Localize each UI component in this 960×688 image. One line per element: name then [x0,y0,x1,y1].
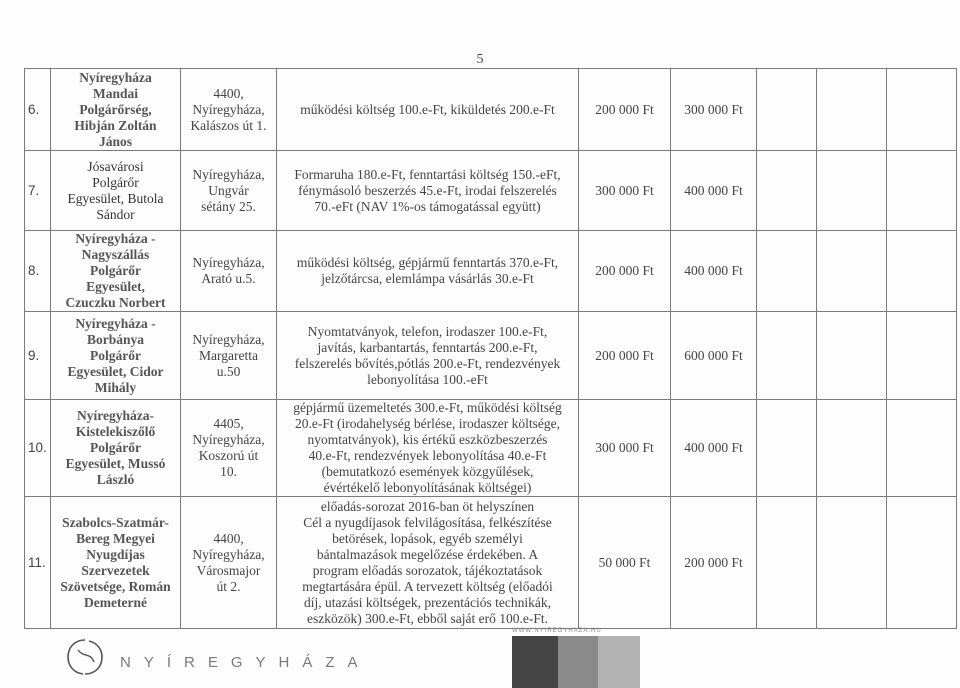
cell-line: működési költség 100.e-Ft, kiküldetés 200.e-Ft [300,101,555,117]
organization-address [181,231,277,312]
cell-line: javítás, karbantartás, fenntartás 200.e-Ft, [317,339,538,355]
empty-cell [757,69,817,151]
cell-line: program előadás sorozatok, tájékoztatások [312,562,543,578]
empty-cell [887,69,957,151]
page-number: 5 [476,52,484,67]
cell-line: Cél a nyugdíjasok felvilágosítása, felkészítése [303,514,552,530]
organization-name [51,231,181,312]
empty-cell [817,400,887,497]
amount-granted: 50 000 Ft [579,497,671,629]
cell-line: Nyíregyháza- [77,408,154,423]
cell-line: Polgárőr [90,263,141,278]
cell-line: Mihály [94,379,137,395]
row-number [25,151,51,231]
row-number-text: 9. [28,347,40,363]
table-row [25,231,957,312]
amount-granted: 300 000 Ft [579,400,671,497]
cell-line: Kalászos út 1. [190,117,267,133]
cell-line: 40.e-Ft, rendezvények lebonyolítása 40.e-Ft [308,448,547,463]
cell-line: Ungvár [208,182,249,198]
cell-line: Demeterné [84,594,147,610]
amount-granted: 200 000 Ft [579,69,671,151]
empty-cell [887,231,957,312]
cell-line: eszközök) 300.e-Ft, ebből saját erő 100.e-Ft. [306,610,549,626]
table-row [25,400,957,497]
cell-line: megtartására épül. A tervezett költség (előadói [302,578,553,594]
organization-address [181,69,277,151]
empty-cell [887,312,957,400]
cell-line: Jósavárosi [87,158,144,174]
organization-name [51,497,181,629]
cell-line: Formaruha 180.e-Ft, fenntartási költség 150.-eFt, [294,166,561,182]
cell-line: díj, utazási költségek, prezentációs technikák, [303,594,552,610]
cell-line: Nyíregyháza, [192,255,265,270]
row-number [25,69,51,151]
empty-cell [817,69,887,151]
cell-line: Nyíregyháza, [192,432,265,447]
purpose-description [277,151,579,231]
cell-line: működési költség, gépjármű fenntartás 370.e-Ft, [296,255,559,270]
cell-line: Margaretta [199,347,258,363]
amount-granted: 300 000 Ft [579,151,671,231]
row-number-text: 6. [28,101,40,117]
organization-address [181,312,277,400]
cell-line: Nyíregyháza, [192,546,265,562]
cell-line: nyomtatványok), kis értékű eszközbeszerzés [307,432,548,447]
purpose-description [277,312,579,400]
table-row [25,151,957,231]
row-number-text: 10. [28,440,47,455]
organization-name [51,400,181,497]
table-row [25,69,957,151]
cell-line: Czuczku Norbert [65,295,166,310]
cell-line: Hibján Zoltán [74,117,157,133]
purpose-description [277,400,579,497]
cell-line: Egyesület, Butola [67,190,164,206]
empty-cell [757,312,817,400]
cell-line: Koszorú út [198,448,259,463]
footer-web-address: WWW.NYIREGYHAZA.HU [512,628,602,634]
empty-cell [817,231,887,312]
empty-cell [757,497,817,629]
purpose-description [277,497,579,629]
cell-line: gépjármű üzemeltetés 300.e-Ft, működési költség [293,400,562,415]
cell-line: Polgárőr [90,347,141,363]
cell-line: 4400, [213,85,244,101]
footer-logo-text: NYÍREGYHÁZA [120,654,371,671]
empty-cell [757,400,817,497]
cell-line: Egyesület, Cidor [67,363,164,379]
amount-requested: 400 000 Ft [671,151,757,231]
cell-line: Nyíregyháza, [192,166,265,182]
cell-line: lebonyolítása 100.-eFt [367,371,488,387]
cell-line: Arató u.5. [201,271,256,286]
city-logo-icon [64,636,106,678]
table-row [25,497,957,629]
amount-requested: 400 000 Ft [671,400,757,497]
cell-line: Nyíregyháza [79,69,152,85]
cell-line: Borbánya [86,331,144,347]
cell-line: Egyesület, [86,279,145,294]
footer-bar-dark [512,636,558,688]
purpose-description [277,231,579,312]
cell-line: Nyomtatványok, telefon, irodaszer 100.e-Ft, [307,323,548,339]
cell-line: Szövetsége, Román [60,578,171,594]
empty-cell [887,497,957,629]
amount-requested: 400 000 Ft [671,231,757,312]
empty-cell [887,400,957,497]
cell-line: János [98,133,132,149]
empty-cell [817,151,887,231]
cell-line: (bemutatkozó események közgyűlések, [321,464,534,479]
row-number-text: 8. [28,263,40,278]
purpose-description [277,69,579,151]
amount-granted: 200 000 Ft [579,312,671,400]
cell-line: 4400, [213,530,244,546]
subsidy-table [24,68,957,629]
cell-line: Nyíregyháza - [75,231,156,246]
organization-address [181,400,277,497]
organization-name [51,312,181,400]
amount-requested: 200 000 Ft [671,497,757,629]
row-number [25,231,51,312]
organization-name [51,69,181,151]
cell-line: Szervezetek [81,562,150,578]
cell-line: u.50 [216,363,241,379]
cell-line: Polgárőr [92,174,139,190]
amount-requested: 600 000 Ft [671,312,757,400]
cell-line: Sándor [96,206,135,222]
empty-cell [817,312,887,400]
cell-line: Nagyszállás [81,247,150,262]
empty-cell [757,151,817,231]
cell-line: sétány 25. [201,198,256,214]
cell-line: jelzőtárcsa, elemlámpa vásárlás 30.e-Ft [321,271,534,286]
cell-line: Nyíregyháza - [75,315,156,331]
cell-line: előadás-sorozat 2016-ban öt helyszínen [320,498,535,514]
cell-line: felszerelés bővítés,pótlás 200.e-Ft, rendezvények [294,355,561,371]
cell-line: Polgárőr [90,440,141,455]
cell-line: Mandai [92,85,138,101]
amount-granted: 200 000 Ft [579,231,671,312]
cell-line: bántalmazások megelőzése érdekében. A [316,546,539,562]
cell-line: betörések, lopások, egyéb személyi [332,530,523,546]
organization-name [51,151,181,231]
organization-address [181,151,277,231]
row-number-text: 7. [28,182,40,198]
empty-cell [757,231,817,312]
cell-line: 70.-eFt (NAV 1%-os támogatással együtt) [314,198,541,214]
cell-line: Szabolcs-Szatmár- [62,514,169,530]
table-row [25,312,957,400]
empty-cell [817,497,887,629]
cell-line: Bereg Megyei [76,530,155,546]
cell-line: fénymásoló beszerzés 45.e-Ft, irodai felszerelés [298,182,557,198]
cell-line: 4405, [213,416,244,431]
cell-line: út 2. [216,578,241,594]
cell-line: Nyugdíjas [86,546,145,562]
empty-cell [887,151,957,231]
cell-line: Nyíregyháza, [192,331,265,347]
cell-line: László [96,472,135,487]
cell-line: Egyesület, Mussó [65,456,166,471]
cell-line: Kistelekiszőlő [75,424,156,439]
cell-line: Polgárőrség, [79,101,152,117]
organization-address [181,497,277,629]
row-number [25,400,51,497]
row-number-text: 11. [28,554,46,570]
cell-line: Nyíregyháza, [192,101,265,117]
cell-line: 10. [220,464,237,479]
cell-line: 20.e-Ft (irodahelység bérlése, irodaszer költsége, [294,416,561,431]
row-number [25,312,51,400]
footer-bar-mid [558,636,598,688]
row-number [25,497,51,629]
cell-line: Városmajor [196,562,261,578]
amount-requested: 300 000 Ft [671,69,757,151]
footer-bar-light [598,636,640,688]
cell-line: évértékelő lebonyolításának költségei) [323,480,532,495]
